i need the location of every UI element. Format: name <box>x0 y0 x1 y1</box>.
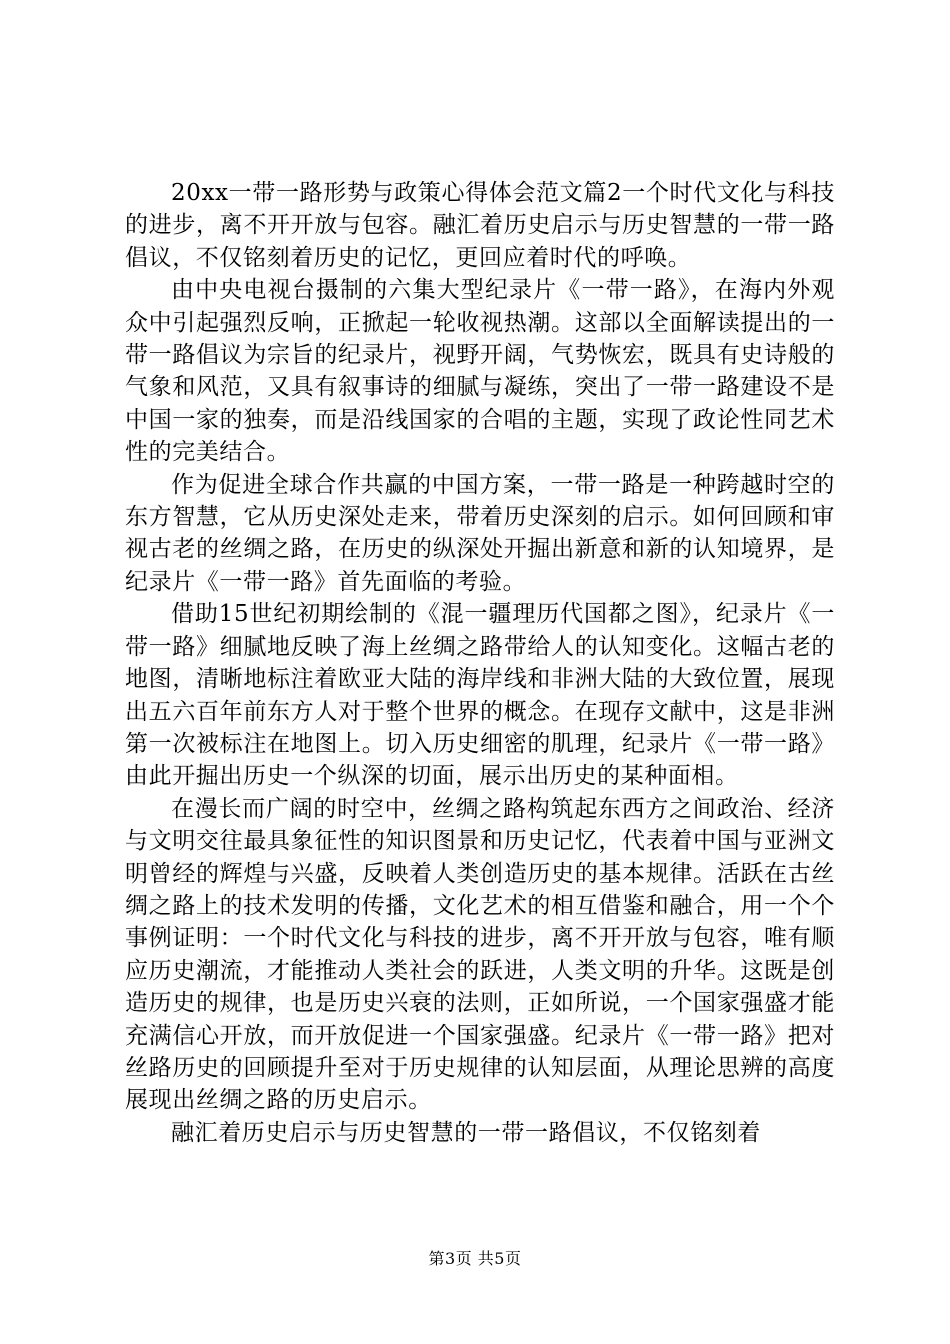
paragraph-6: 融汇着历史启示与历史智慧的一带一路倡议，不仅铭刻着 <box>171 1119 761 1146</box>
paragraph-4: 借助15世纪初期绘制的《混一疆理历代国都之图》，纪录片《一带一路》细腻地反映了海上丝绸之路带给人的认知变化。这幅古老的地图，清晰地标注着欧亚大陆的海岸线和非洲大陆的大致位置，展现出五六百年前东方人对于整个世界的概念。在现存文献中，这是非洲第一次被标注在地图上。切入历史细密的肌理，纪录片《一带一路》由此开掘出历史一个纵深的切面，展示出历史的某种面相。 <box>125 601 835 790</box>
paragraph-2: 由中央电视台摄制的六集大型纪录片《一带一路》，在海内外观众中引起强烈反响，正掀起一轮收视热潮。这部以全面解读提出的一带一路倡议为宗旨的纪录片，视野开阔，气势恢宏，既具有史诗般的气象和风范，又具有叙事诗的细腻与凝练，突出了一带一路建设不是中国一家的独奏，而是沿线国家的合唱的主题，实现了政论性同艺术性的完美结合。 <box>125 277 835 466</box>
paragraph-5: 在漫长而广阔的时空中，丝绸之路构筑起东西方之间政治、经济与文明交往最具象征性的知识图景和历史记忆，代表着中国与亚洲文明曾经的辉煌与兴盛，反映着人类创造历史的基本规律。活跃在古丝绸之路上的技术发明的传播，文化艺术的相互借鉴和融合，用一个个事例证明：一个时代文化与科技的进步，离不开开放与包容，唯有顺应历史潮流，才能推动人类社会的跃进，人类文明的升华。这既是创造历史的规律，也是历史兴衰的法则，正如所说，一个国家强盛才能充满信心开放，而开放促进一个国家强盛。纪录片《一带一路》把对丝路历史的回顾提升至对于历史规律的认知层面，从理论思辨的高度展现出丝绸之路的历史启示。 <box>125 795 835 1114</box>
document-body <box>125 177 835 1149</box>
page-footer: 第3页 共5页 <box>428 1249 522 1268</box>
paragraph-3: 作为促进全球合作共赢的中国方案，一带一路是一种跨越时空的东方智慧，它从历史深处走来，带着历史深刻的启示。如何回顾和审视古老的丝绸之路，在历史的纵深处开掘出新意和新的认知境界，是纪录片《一带一路》首先面临的考验。 <box>125 471 835 595</box>
paragraph-1: 20xx一带一路形势与政策心得体会范文篇2一个时代文化与科技的进步，离不开开放与包容。融汇着历史启示与历史智慧的一带一路倡议，不仅铭刻着历史的记忆，更回应着时代的呼唤。 <box>125 180 835 271</box>
